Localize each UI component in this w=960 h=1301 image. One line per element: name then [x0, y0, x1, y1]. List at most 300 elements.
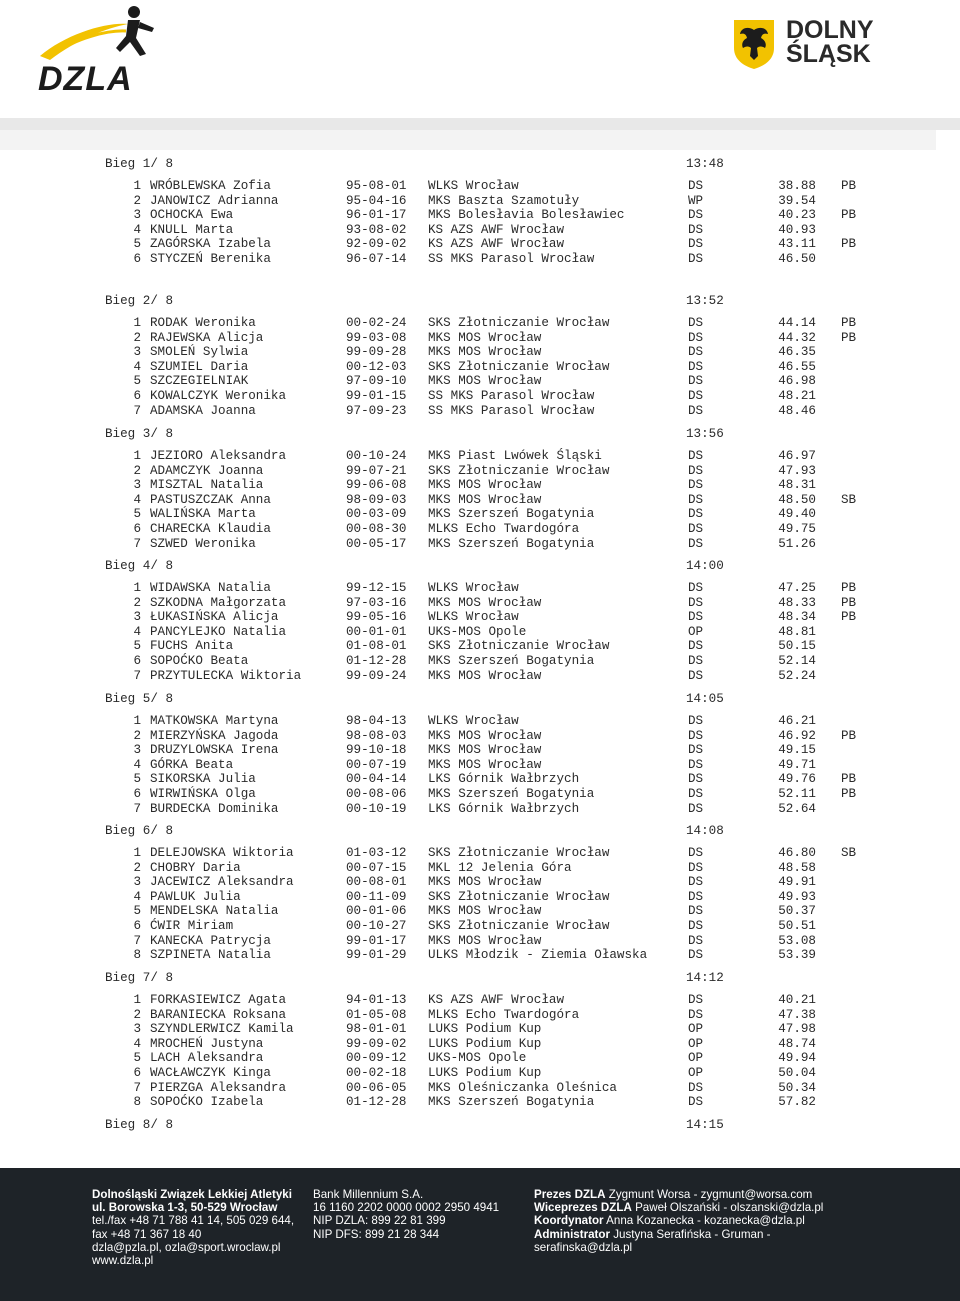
- athlete-club: MKS MOS Wrocław: [428, 904, 542, 919]
- athlete-club: SKS Złotniczanie Wrocław: [428, 639, 610, 654]
- athlete-result: 52.64: [778, 801, 816, 816]
- footer-person: Zygmunt Worsa - zygmunt@worsa.com: [608, 1188, 813, 1201]
- footer-line: [534, 1201, 823, 1214]
- athlete-dob: 99-09-28: [346, 345, 407, 360]
- record-note: PB: [841, 581, 857, 595]
- athlete-category: OP: [688, 1036, 704, 1051]
- athlete-club: MKS Piast Lwówek Śląski: [428, 449, 602, 463]
- footer-line: fax +48 71 367 18 40: [92, 1227, 202, 1241]
- athlete-name: RODAK Weronika: [150, 316, 256, 330]
- result-row: [0, 1008, 960, 1023]
- athlete-rank: 6: [133, 252, 141, 266]
- athlete-category: DS: [688, 993, 704, 1007]
- athlete-dob: 99-06-08: [346, 478, 407, 493]
- footer-person: Justyna Serafińska - Gruman -: [613, 1227, 771, 1241]
- athlete-result: 38.88: [778, 179, 816, 193]
- athlete-club: KS AZS AWF Wrocław: [428, 237, 565, 252]
- athlete-rank: 1: [133, 581, 141, 595]
- footer-role: Administrator: [534, 1227, 611, 1241]
- athlete-category: DS: [688, 522, 704, 536]
- footer-person: Paweł Olszański - olszanski@dzla.pl: [635, 1201, 824, 1215]
- result-row: [0, 478, 960, 493]
- result-row: [0, 846, 960, 861]
- result-row: [0, 625, 960, 640]
- athlete-dob: 00-10-27: [346, 919, 407, 933]
- athlete-name: WIDAWSKA Natalia: [150, 581, 271, 595]
- athlete-category: DS: [688, 743, 704, 758]
- athlete-dob: 01-12-28: [346, 1095, 407, 1110]
- athlete-result: 46.98: [778, 374, 816, 389]
- result-row: [0, 522, 960, 537]
- athlete-name: SMOLEŃ Sylwia: [150, 345, 249, 360]
- athlete-dob: 97-09-23: [346, 403, 407, 418]
- athlete-result: 53.08: [778, 933, 816, 948]
- athlete-result: 46.55: [778, 359, 816, 374]
- result-row: [0, 237, 960, 252]
- athlete-rank: 5: [133, 237, 141, 252]
- athlete-rank: 3: [133, 875, 141, 890]
- athlete-name: KOWALCZYK Weronika: [150, 389, 287, 403]
- result-row: [0, 464, 960, 479]
- athlete-club: SKS Złotniczanie Wrocław: [428, 846, 610, 860]
- athlete-name: STYCZEŃ Berenika: [150, 252, 271, 266]
- athlete-name: SIKORSKA Julia: [150, 772, 256, 787]
- athlete-name: RAJEWSKA Alicja: [150, 330, 264, 345]
- athlete-rank: 2: [133, 463, 141, 478]
- result-row: [0, 1095, 960, 1110]
- athlete-club: SKS Złotniczanie Wrocław: [428, 316, 610, 330]
- result-row: [0, 223, 960, 238]
- footer-line: dzla@pzla.pl, ozla@sport.wroclaw.pl: [92, 1240, 281, 1254]
- record-note: PB: [841, 208, 857, 223]
- athlete-dob: 94-01-13: [346, 993, 407, 1007]
- athlete-club: MKS MOS Wrocław: [428, 330, 542, 345]
- athlete-name: MENDELSKA Natalia: [150, 904, 279, 919]
- result-row: [0, 993, 960, 1008]
- result-row: [0, 934, 960, 949]
- footer-role: Wiceprezes DZLA: [534, 1201, 632, 1215]
- athlete-dob: 99-09-24: [346, 668, 407, 683]
- athlete-rank: 2: [133, 595, 141, 610]
- athlete-category: DS: [688, 846, 704, 860]
- athlete-name: SZUMIEL Daria: [150, 359, 249, 374]
- footer-line: [534, 1214, 823, 1227]
- athlete-category: DS: [688, 875, 704, 890]
- athlete-dob: 98-08-03: [346, 728, 407, 743]
- athlete-rank: 3: [133, 478, 141, 493]
- athlete-category: DS: [688, 374, 704, 389]
- athlete-result: 44.32: [778, 330, 816, 345]
- athlete-name: ADAMCZYK Joanna: [150, 463, 264, 478]
- athlete-result: 48.46: [778, 403, 816, 418]
- result-row: [0, 861, 960, 876]
- athlete-dob: 98-04-13: [346, 714, 407, 728]
- athlete-rank: 6: [133, 522, 141, 536]
- athlete-category: DS: [688, 179, 704, 193]
- athlete-name: FORKASIEWICZ Agata: [150, 993, 287, 1007]
- athlete-dob: 99-01-29: [346, 948, 407, 963]
- athlete-category: DS: [688, 359, 704, 374]
- athlete-name: JEZIORO Aleksandra: [150, 449, 287, 463]
- athlete-category: DS: [688, 316, 704, 330]
- athlete-category: DS: [688, 463, 704, 478]
- athlete-rank: 1: [133, 714, 141, 728]
- result-row: [0, 493, 960, 508]
- athlete-dob: 00-10-24: [346, 449, 407, 463]
- athlete-rank: 6: [133, 654, 141, 668]
- athlete-name: WIRWIŃSKA Olga: [150, 787, 256, 801]
- heat-header: [0, 1118, 960, 1133]
- athlete-name: CHOBRY Daria: [150, 860, 241, 875]
- athlete-result: 48.81: [778, 624, 816, 639]
- result-row: [0, 374, 960, 389]
- athlete-club: MKS Baszta Szamotuły: [428, 193, 580, 208]
- athlete-rank: 3: [133, 208, 141, 223]
- athlete-category: DS: [688, 728, 704, 743]
- page-header: [0, 0, 960, 130]
- result-row: [0, 919, 960, 934]
- athlete-club: KS AZS AWF Wrocław: [428, 993, 565, 1007]
- athlete-result: 44.14: [778, 316, 816, 330]
- athlete-name: BURDECKA Dominika: [150, 801, 279, 816]
- heat-header: [0, 427, 960, 442]
- athlete-category: DS: [688, 933, 704, 948]
- athlete-club: MKS Szerszeń Bogatynia: [428, 507, 595, 522]
- athlete-dob: 00-08-06: [346, 787, 407, 801]
- footer-line: 16 1160 2202 0000 0002 2950 4941: [313, 1201, 500, 1215]
- athlete-rank: 3: [133, 345, 141, 360]
- athlete-rank: 2: [133, 728, 141, 743]
- athlete-category: DS: [688, 581, 704, 595]
- athlete-club: MKS MOS Wrocław: [428, 478, 542, 493]
- athlete-club: MKS MOS Wrocław: [428, 875, 542, 890]
- athlete-rank: 4: [133, 492, 141, 507]
- athlete-name: DELEJOWSKA Wiktoria: [150, 846, 294, 860]
- athlete-dob: 99-01-15: [346, 389, 407, 403]
- athlete-name: ZAGÓRSKA Izabela: [150, 237, 271, 252]
- heat-label: Bieg 6/ 8: [105, 824, 174, 838]
- athlete-rank: 4: [133, 889, 141, 904]
- athlete-result: 49.94: [778, 1051, 816, 1066]
- athlete-club: UKS-MOS Opole: [428, 624, 527, 639]
- athlete-dob: 00-01-01: [346, 624, 407, 639]
- athlete-category: DS: [688, 1095, 704, 1110]
- athlete-category: DS: [688, 449, 704, 463]
- athlete-club: MKS MOS Wrocław: [428, 757, 542, 772]
- athlete-dob: 93-08-02: [346, 222, 407, 237]
- athlete-club: UKS-MOS Opole: [428, 1051, 527, 1066]
- heat-header: [0, 294, 960, 309]
- athlete-dob: 99-01-17: [346, 933, 407, 948]
- result-row: [0, 1037, 960, 1052]
- athlete-rank: 1: [133, 449, 141, 463]
- athlete-rank: 5: [133, 507, 141, 522]
- athlete-result: 50.15: [778, 639, 816, 654]
- record-note: SB: [841, 846, 857, 860]
- athlete-name: SOPOĆKO Izabela: [150, 1095, 264, 1110]
- athlete-name: MIERZYŃSKA Jagoda: [150, 728, 279, 743]
- athlete-category: WP: [688, 193, 704, 208]
- athlete-club: WLKS Wrocław: [428, 714, 519, 728]
- athlete-club: SKS Złotniczanie Wrocław: [428, 889, 610, 904]
- athlete-result: 46.50: [778, 252, 816, 266]
- athlete-result: 46.97: [778, 449, 816, 463]
- athlete-result: 48.58: [778, 860, 816, 875]
- athlete-category: DS: [688, 237, 704, 252]
- athlete-club: SS MKS Parasol Wrocław: [428, 252, 595, 266]
- athlete-club: SKS Złotniczanie Wrocław: [428, 359, 610, 374]
- athlete-result: 49.71: [778, 757, 816, 772]
- athlete-result: 48.50: [778, 492, 816, 507]
- athlete-rank: 5: [133, 1051, 141, 1066]
- record-note: PB: [841, 772, 857, 787]
- athlete-club: KS AZS AWF Wrocław: [428, 222, 565, 237]
- heat-label: Bieg 8/ 8: [105, 1118, 174, 1132]
- athlete-name: ŁUKASIŃSKA Alicja: [150, 610, 279, 625]
- heat-time: 13:56: [686, 427, 724, 441]
- athlete-dob: 99-03-08: [346, 330, 407, 345]
- athlete-result: 46.21: [778, 714, 816, 728]
- result-row: [0, 772, 960, 787]
- result-row: [0, 743, 960, 758]
- athlete-club: MKS Oleśniczanka Oleśnica: [428, 1080, 617, 1095]
- athlete-dob: 96-01-17: [346, 208, 407, 223]
- athlete-dob: 00-02-18: [346, 1066, 407, 1080]
- record-note: PB: [841, 595, 857, 610]
- record-note: PB: [841, 728, 857, 743]
- result-row: [0, 610, 960, 625]
- athlete-category: DS: [688, 1007, 704, 1022]
- footer-bank: [313, 1188, 499, 1241]
- athlete-category: OP: [688, 1051, 704, 1066]
- record-note: PB: [841, 237, 857, 252]
- athlete-category: DS: [688, 208, 704, 223]
- athlete-rank: 5: [133, 639, 141, 654]
- athlete-category: DS: [688, 904, 704, 919]
- result-row: [0, 345, 960, 360]
- footer-contact: [92, 1188, 294, 1267]
- athlete-rank: 2: [133, 330, 141, 345]
- athlete-category: DS: [688, 1080, 704, 1095]
- athlete-result: 51.26: [778, 536, 816, 551]
- athlete-dob: 01-03-12: [346, 846, 407, 860]
- athlete-dob: 00-03-09: [346, 507, 407, 522]
- result-row: [0, 948, 960, 963]
- runner-swoosh-icon: [36, 4, 166, 64]
- athlete-rank: 1: [133, 846, 141, 860]
- result-row: [0, 331, 960, 346]
- athlete-dob: 01-08-01: [346, 639, 407, 654]
- athlete-category: DS: [688, 889, 704, 904]
- footer-line: NIP DFS: 899 21 28 344: [313, 1227, 440, 1241]
- athlete-name: SZWED Weronika: [150, 536, 256, 551]
- athlete-name: WRÓBLEWSKA Zofia: [150, 179, 271, 193]
- result-row: [0, 208, 960, 223]
- athlete-club: MKS Szerszeń Bogatynia: [428, 1095, 595, 1110]
- athlete-club: LKS Górnik Wałbrzych: [428, 801, 580, 816]
- result-row: [0, 404, 960, 419]
- athlete-category: OP: [688, 624, 704, 639]
- record-note: PB: [841, 316, 857, 330]
- result-row: [0, 729, 960, 744]
- athlete-rank: 4: [133, 624, 141, 639]
- athlete-name: ĆWIR Miriam: [150, 919, 234, 933]
- result-row: [0, 537, 960, 552]
- result-row: [0, 389, 960, 404]
- footer-line: [534, 1241, 823, 1254]
- result-row: [0, 596, 960, 611]
- athlete-result: 47.38: [778, 1007, 816, 1022]
- record-note: PB: [841, 330, 857, 345]
- athlete-category: DS: [688, 252, 704, 266]
- athlete-name: MISZTAL Natalia: [150, 478, 264, 493]
- athlete-dob: 98-01-01: [346, 1022, 407, 1037]
- athlete-dob: 92-09-02: [346, 237, 407, 252]
- result-row: [0, 1022, 960, 1037]
- result-row: [0, 875, 960, 890]
- heat-label: Bieg 1/ 8: [105, 157, 174, 171]
- athlete-result: 40.23: [778, 208, 816, 223]
- athlete-dob: 01-12-28: [346, 654, 407, 668]
- athlete-dob: 00-01-06: [346, 904, 407, 919]
- athlete-dob: 99-09-02: [346, 1036, 407, 1051]
- athlete-rank: 1: [133, 993, 141, 1007]
- athlete-result: 48.74: [778, 1036, 816, 1051]
- athlete-dob: 00-04-14: [346, 772, 407, 787]
- athlete-club: SS MKS Parasol Wrocław: [428, 403, 595, 418]
- athlete-name: KNULL Marta: [150, 222, 234, 237]
- athlete-club: MKS Bolesłavia Bolesławiec: [428, 208, 625, 223]
- dzla-logo-text: DZLA: [38, 60, 133, 98]
- athlete-club: LUKS Podium Kup: [428, 1022, 542, 1037]
- athlete-category: DS: [688, 478, 704, 493]
- athlete-club: LKS Górnik Wałbrzych: [428, 772, 580, 787]
- footer-line: [534, 1188, 823, 1201]
- result-row: [0, 194, 960, 209]
- athlete-club: SKS Złotniczanie Wrocław: [428, 463, 610, 478]
- athlete-name: SZYNDLERWICZ Kamila: [150, 1022, 294, 1037]
- athlete-rank: 2: [133, 860, 141, 875]
- athlete-category: DS: [688, 507, 704, 522]
- heat-header: [0, 157, 960, 172]
- athlete-category: DS: [688, 757, 704, 772]
- athlete-name: CHARECKA Klaudia: [150, 522, 271, 536]
- athlete-name: LACH Aleksandra: [150, 1051, 264, 1066]
- athlete-club: MKS MOS Wrocław: [428, 345, 542, 360]
- record-note: PB: [841, 787, 857, 801]
- athlete-dob: 95-04-16: [346, 193, 407, 208]
- athlete-name: GÓRKA Beata: [150, 757, 234, 772]
- athlete-dob: 00-09-12: [346, 1051, 407, 1066]
- athlete-rank: 7: [133, 668, 141, 683]
- athlete-rank: 7: [133, 933, 141, 948]
- athlete-result: 49.75: [778, 522, 816, 536]
- athlete-name: JACEWICZ Aleksandra: [150, 875, 294, 890]
- athlete-category: DS: [688, 948, 704, 963]
- athlete-result: 47.25: [778, 581, 816, 595]
- athlete-category: DS: [688, 668, 704, 683]
- athlete-category: DS: [688, 919, 704, 933]
- heat-time: 14:12: [686, 971, 724, 985]
- athlete-result: 46.35: [778, 345, 816, 360]
- athlete-rank: 4: [133, 359, 141, 374]
- athlete-rank: 3: [133, 610, 141, 625]
- athlete-dob: 00-06-05: [346, 1080, 407, 1095]
- footer-line: [534, 1228, 823, 1241]
- athlete-club: ULKS Młodzik - Ziemia Oławska: [428, 948, 648, 963]
- athlete-dob: 97-03-16: [346, 595, 407, 610]
- heat-label: Bieg 4/ 8: [105, 559, 174, 573]
- athlete-category: DS: [688, 801, 704, 816]
- athlete-result: 50.51: [778, 919, 816, 933]
- athlete-rank: 5: [133, 374, 141, 389]
- athlete-result: 47.98: [778, 1022, 816, 1037]
- athlete-result: 48.34: [778, 610, 816, 625]
- heat-header: [0, 971, 960, 986]
- athlete-category: DS: [688, 222, 704, 237]
- heat-header: [0, 824, 960, 839]
- heat-label: Bieg 7/ 8: [105, 971, 174, 985]
- athlete-result: 50.34: [778, 1080, 816, 1095]
- athlete-rank: 6: [133, 787, 141, 801]
- athlete-category: DS: [688, 772, 704, 787]
- athlete-dob: 00-07-15: [346, 860, 407, 875]
- athlete-result: 40.93: [778, 222, 816, 237]
- result-row: [0, 787, 960, 802]
- athlete-dob: 00-08-01: [346, 875, 407, 890]
- athlete-result: 49.91: [778, 875, 816, 890]
- athlete-category: OP: [688, 1066, 704, 1080]
- athlete-category: DS: [688, 860, 704, 875]
- athlete-dob: 95-08-01: [346, 179, 407, 193]
- athlete-result: 57.82: [778, 1095, 816, 1110]
- athlete-name: SZPINETA Natalia: [150, 948, 271, 963]
- athlete-dob: 00-08-30: [346, 522, 407, 536]
- athlete-name: PANCYLEJKO Natalia: [150, 624, 287, 639]
- athlete-name: PAWLUK Julia: [150, 889, 241, 904]
- athlete-club: SKS Złotniczanie Wrocław: [428, 919, 610, 933]
- athlete-rank: 8: [133, 948, 141, 963]
- athlete-result: 49.40: [778, 507, 816, 522]
- athlete-name: BARANIECKA Roksana: [150, 1007, 287, 1022]
- result-row: [0, 904, 960, 919]
- athlete-result: 48.33: [778, 595, 816, 610]
- result-row: [0, 714, 960, 729]
- page-footer: [0, 1168, 960, 1301]
- athlete-dob: 96-07-14: [346, 252, 407, 266]
- athlete-dob: 01-05-08: [346, 1007, 407, 1022]
- athlete-dob: 00-10-19: [346, 801, 407, 816]
- eagle-crest-icon: [732, 18, 776, 70]
- athlete-dob: 97-09-10: [346, 374, 407, 389]
- athlete-rank: 1: [133, 179, 141, 193]
- result-row: [0, 1066, 960, 1081]
- result-row: [0, 360, 960, 375]
- athlete-dob: 00-05-17: [346, 536, 407, 551]
- athlete-name: SZKODNA Małgorzata: [150, 595, 287, 610]
- athlete-club: LUKS Podium Kup: [428, 1066, 542, 1080]
- athlete-rank: 6: [133, 389, 141, 403]
- heat-header: [0, 692, 960, 707]
- footer-line: tel./fax +48 71 788 41 14, 505 029 644,: [92, 1214, 295, 1228]
- athlete-dob: 00-11-09: [346, 889, 407, 904]
- footer-line: Dolnośląski Związek Lekkiej Atletyki: [92, 1188, 292, 1201]
- athlete-name: ADAMSKA Joanna: [150, 403, 256, 418]
- athlete-result: 52.14: [778, 654, 816, 668]
- athlete-rank: 4: [133, 1036, 141, 1051]
- athlete-rank: 4: [133, 757, 141, 772]
- athlete-club: MKS Szerszeń Bogatynia: [428, 654, 595, 668]
